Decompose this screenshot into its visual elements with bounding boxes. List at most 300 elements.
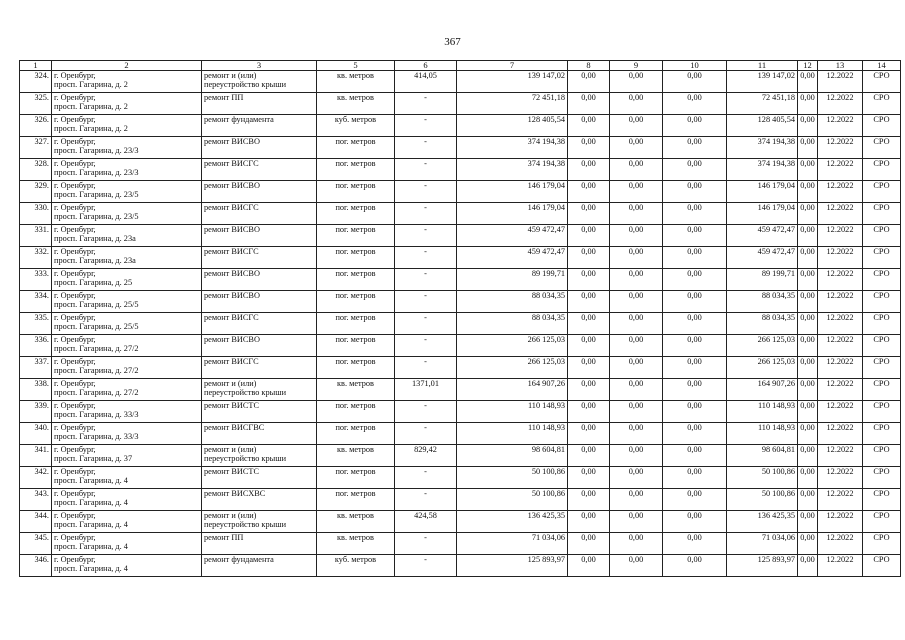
contractor-cell: СРО [863, 379, 901, 401]
quantity-cell: - [395, 489, 457, 511]
contractor-cell: СРО [863, 555, 901, 577]
work-type-cell [202, 291, 317, 313]
total-cost-cell: 89 199,71 [457, 269, 568, 291]
table-row [20, 401, 901, 423]
address-cell-line: г. Оренбург, [54, 335, 96, 345]
quantity-cell: 424,58 [395, 511, 457, 533]
work-type-cell [202, 533, 317, 555]
row-number: 327. [20, 137, 52, 159]
address-cell-line: г. Оренбург, [54, 357, 96, 367]
address-cell [52, 423, 202, 445]
column-header: 3 [202, 61, 317, 71]
fund-cell: 0,00 [798, 401, 818, 423]
address-cell [52, 511, 202, 533]
address-cell-line: просп. Гагарина, д. 33/3 [54, 432, 139, 442]
unit-cell: пог. метров [317, 357, 395, 379]
table-row [20, 511, 901, 533]
address-cell [52, 181, 202, 203]
fund-cell: 0,00 [663, 247, 727, 269]
contractor-cell: СРО [863, 225, 901, 247]
column-header: 7 [457, 61, 568, 71]
contractor-cell: СРО [863, 203, 901, 225]
unit-cell: пог. метров [317, 467, 395, 489]
unit-cell: пог. метров [317, 291, 395, 313]
work-type-cell-line: переустройство крыши [204, 520, 287, 530]
table-row [20, 115, 901, 137]
total-cost-cell: 266 125,03 [457, 335, 568, 357]
work-type-cell-line: ремонт ВИСВО [204, 335, 260, 345]
deadline-cell: 12.2022 [818, 401, 863, 423]
fund-cell: 0,00 [568, 533, 610, 555]
total-cost-cell: 146 179,04 [457, 203, 568, 225]
quantity-cell: - [395, 159, 457, 181]
total-cost-cell: 266 125,03 [457, 357, 568, 379]
address-cell-line: г. Оренбург, [54, 181, 96, 191]
fund-cell: 0,00 [568, 313, 610, 335]
row-number: 334. [20, 291, 52, 313]
fund-cell: 0,00 [610, 423, 663, 445]
fund-cell: 0,00 [798, 291, 818, 313]
column-header: 11 [727, 61, 798, 71]
contractor-cell: СРО [863, 533, 901, 555]
work-type-cell-line: переустройство крыши [204, 80, 287, 90]
owner-funds-cell: 146 179,04 [727, 203, 798, 225]
work-type-cell-line: ремонт ВИСТС [204, 467, 260, 477]
row-number: 346. [20, 555, 52, 577]
fund-cell: 0,00 [568, 247, 610, 269]
work-type-cell-line: ремонт ВИСГС [204, 313, 259, 323]
owner-funds-cell: 146 179,04 [727, 181, 798, 203]
fund-cell: 0,00 [610, 269, 663, 291]
address-cell [52, 137, 202, 159]
fund-cell: 0,00 [663, 445, 727, 467]
row-number: 345. [20, 533, 52, 555]
address-cell [52, 93, 202, 115]
contractor-cell: СРО [863, 335, 901, 357]
column-header: 12 [798, 61, 818, 71]
total-cost-cell: 374 194,38 [457, 137, 568, 159]
fund-cell: 0,00 [568, 225, 610, 247]
fund-cell: 0,00 [798, 511, 818, 533]
unit-cell: пог. метров [317, 247, 395, 269]
table-row [20, 467, 901, 489]
fund-cell: 0,00 [568, 115, 610, 137]
column-header: 8 [568, 61, 610, 71]
address-cell [52, 71, 202, 93]
work-type-cell [202, 335, 317, 357]
address-cell [52, 401, 202, 423]
fund-cell: 0,00 [663, 533, 727, 555]
fund-cell: 0,00 [663, 115, 727, 137]
address-cell [52, 335, 202, 357]
total-cost-cell: 459 472,47 [457, 225, 568, 247]
column-header-row [20, 61, 901, 71]
work-type-cell [202, 445, 317, 467]
address-cell-line: г. Оренбург, [54, 71, 96, 81]
owner-funds-cell: 164 907,26 [727, 379, 798, 401]
row-number: 328. [20, 159, 52, 181]
address-cell-line: просп. Гагарина, д. 25/5 [54, 300, 139, 310]
fund-cell: 0,00 [798, 423, 818, 445]
address-cell-line: г. Оренбург, [54, 159, 96, 169]
deadline-cell: 12.2022 [818, 423, 863, 445]
deadline-cell: 12.2022 [818, 137, 863, 159]
address-cell-line: просп. Гагарина, д. 37 [54, 454, 133, 464]
row-number: 340. [20, 423, 52, 445]
table-row [20, 291, 901, 313]
table-row [20, 555, 901, 577]
address-cell-line: просп. Гагарина, д. 27/2 [54, 366, 139, 376]
owner-funds-cell: 136 425,35 [727, 511, 798, 533]
address-cell-line: г. Оренбург, [54, 533, 96, 543]
fund-cell: 0,00 [663, 71, 727, 93]
fund-cell: 0,00 [663, 93, 727, 115]
fund-cell: 0,00 [663, 357, 727, 379]
address-cell-line: г. Оренбург, [54, 269, 96, 279]
quantity-cell: - [395, 423, 457, 445]
work-type-cell [202, 379, 317, 401]
quantity-cell: - [395, 137, 457, 159]
fund-cell: 0,00 [663, 291, 727, 313]
address-cell [52, 489, 202, 511]
deadline-cell: 12.2022 [818, 159, 863, 181]
address-cell-line: просп. Гагарина, д. 2 [54, 124, 128, 134]
data-table [19, 60, 901, 577]
column-header: 13 [818, 61, 863, 71]
address-cell [52, 533, 202, 555]
work-type-cell [202, 401, 317, 423]
work-type-cell [202, 71, 317, 93]
row-number: 331. [20, 225, 52, 247]
unit-cell: кв. метров [317, 379, 395, 401]
quantity-cell: - [395, 357, 457, 379]
work-type-cell-line: ремонт ВИСВО [204, 137, 260, 147]
quantity-cell: - [395, 203, 457, 225]
column-header: 5 [317, 61, 395, 71]
fund-cell: 0,00 [798, 555, 818, 577]
address-cell [52, 313, 202, 335]
address-cell-line: г. Оренбург, [54, 401, 96, 411]
unit-cell: пог. метров [317, 313, 395, 335]
fund-cell: 0,00 [568, 467, 610, 489]
table-row [20, 423, 901, 445]
work-type-cell-line: ремонт ВИСГС [204, 357, 259, 367]
quantity-cell: - [395, 291, 457, 313]
address-cell-line: просп. Гагарина, д. 4 [54, 564, 128, 574]
deadline-cell: 12.2022 [818, 181, 863, 203]
fund-cell: 0,00 [663, 313, 727, 335]
contractor-cell: СРО [863, 269, 901, 291]
row-number: 336. [20, 335, 52, 357]
address-cell-line: г. Оренбург, [54, 423, 96, 433]
owner-funds-cell: 88 034,35 [727, 291, 798, 313]
total-cost-cell: 50 100,86 [457, 467, 568, 489]
row-number: 330. [20, 203, 52, 225]
deadline-cell: 12.2022 [818, 93, 863, 115]
fund-cell: 0,00 [798, 247, 818, 269]
row-number: 329. [20, 181, 52, 203]
fund-cell: 0,00 [610, 115, 663, 137]
fund-cell: 0,00 [568, 445, 610, 467]
fund-cell: 0,00 [798, 269, 818, 291]
address-cell-line: г. Оренбург, [54, 489, 96, 499]
fund-cell: 0,00 [568, 203, 610, 225]
address-cell-line: просп. Гагарина, д. 27/2 [54, 388, 139, 398]
address-cell-line: просп. Гагарина, д. 4 [54, 542, 128, 552]
address-cell [52, 445, 202, 467]
contractor-cell: СРО [863, 137, 901, 159]
unit-cell: пог. метров [317, 137, 395, 159]
deadline-cell: 12.2022 [818, 115, 863, 137]
fund-cell: 0,00 [610, 159, 663, 181]
address-cell-line: г. Оренбург, [54, 247, 96, 257]
quantity-cell: - [395, 533, 457, 555]
quantity-cell: 829,42 [395, 445, 457, 467]
owner-funds-cell: 89 199,71 [727, 269, 798, 291]
column-header: 10 [663, 61, 727, 71]
total-cost-cell: 146 179,04 [457, 181, 568, 203]
total-cost-cell: 374 194,38 [457, 159, 568, 181]
work-type-cell-line: ремонт ВИСГВС [204, 423, 265, 433]
table-row [20, 203, 901, 225]
fund-cell: 0,00 [663, 379, 727, 401]
work-type-cell [202, 203, 317, 225]
work-type-cell [202, 511, 317, 533]
address-cell-line: просп. Гагарина, д. 4 [54, 476, 128, 486]
contractor-cell: СРО [863, 93, 901, 115]
owner-funds-cell: 459 472,47 [727, 225, 798, 247]
unit-cell: пог. метров [317, 203, 395, 225]
column-header: 6 [395, 61, 457, 71]
row-number: 344. [20, 511, 52, 533]
work-type-cell-line: ремонт ВИСХВС [204, 489, 266, 499]
work-type-cell-line: ремонт ПП [204, 93, 244, 103]
quantity-cell: - [395, 93, 457, 115]
deadline-cell: 12.2022 [818, 379, 863, 401]
quantity-cell: 414,05 [395, 71, 457, 93]
table-row [20, 335, 901, 357]
deadline-cell: 12.2022 [818, 313, 863, 335]
fund-cell: 0,00 [568, 423, 610, 445]
total-cost-cell: 136 425,35 [457, 511, 568, 533]
address-cell [52, 269, 202, 291]
address-cell [52, 159, 202, 181]
owner-funds-cell: 72 451,18 [727, 93, 798, 115]
fund-cell: 0,00 [568, 511, 610, 533]
unit-cell: пог. метров [317, 225, 395, 247]
fund-cell: 0,00 [610, 445, 663, 467]
contractor-cell: СРО [863, 181, 901, 203]
address-cell [52, 357, 202, 379]
work-type-cell [202, 181, 317, 203]
address-cell [52, 379, 202, 401]
owner-funds-cell: 110 148,93 [727, 423, 798, 445]
work-type-cell-line: переустройство крыши [204, 388, 287, 398]
total-cost-cell: 98 604,81 [457, 445, 568, 467]
address-cell-line: г. Оренбург, [54, 467, 96, 477]
fund-cell: 0,00 [568, 291, 610, 313]
address-cell-line: г. Оренбург, [54, 203, 96, 213]
work-type-cell-line: ремонт и (или) [204, 71, 257, 81]
quantity-cell: - [395, 115, 457, 137]
work-type-cell [202, 555, 317, 577]
fund-cell: 0,00 [663, 225, 727, 247]
quantity-cell: - [395, 335, 457, 357]
fund-cell: 0,00 [568, 181, 610, 203]
fund-cell: 0,00 [568, 71, 610, 93]
fund-cell: 0,00 [610, 203, 663, 225]
table-row [20, 269, 901, 291]
work-type-cell [202, 269, 317, 291]
quantity-cell: - [395, 181, 457, 203]
contractor-cell: СРО [863, 159, 901, 181]
contractor-cell: СРО [863, 511, 901, 533]
address-cell-line: просп. Гагарина, д. 25 [54, 278, 133, 288]
deadline-cell: 12.2022 [818, 489, 863, 511]
fund-cell: 0,00 [663, 489, 727, 511]
page-number: 367 [444, 36, 461, 48]
row-number: 343. [20, 489, 52, 511]
quantity-cell: - [395, 313, 457, 335]
table-row [20, 247, 901, 269]
quantity-cell: - [395, 467, 457, 489]
work-type-cell [202, 423, 317, 445]
unit-cell: пог. метров [317, 423, 395, 445]
contractor-cell: СРО [863, 423, 901, 445]
column-header: 2 [52, 61, 202, 71]
work-type-cell-line: ремонт ПП [204, 533, 244, 543]
work-type-cell-line: ремонт и (или) [204, 511, 257, 521]
address-cell-line: просп. Гагарина, д. 4 [54, 520, 128, 530]
contractor-cell: СРО [863, 247, 901, 269]
quantity-cell: 1371,01 [395, 379, 457, 401]
unit-cell: кв. метров [317, 533, 395, 555]
fund-cell: 0,00 [798, 93, 818, 115]
fund-cell: 0,00 [798, 335, 818, 357]
work-type-cell [202, 247, 317, 269]
fund-cell: 0,00 [663, 335, 727, 357]
owner-funds-cell: 98 604,81 [727, 445, 798, 467]
fund-cell: 0,00 [610, 335, 663, 357]
fund-cell: 0,00 [610, 489, 663, 511]
work-type-cell [202, 489, 317, 511]
address-cell-line: просп. Гагарина, д. 23/5 [54, 190, 139, 200]
fund-cell: 0,00 [610, 379, 663, 401]
row-number: 339. [20, 401, 52, 423]
fund-cell: 0,00 [568, 379, 610, 401]
unit-cell: кв. метров [317, 93, 395, 115]
contractor-cell: СРО [863, 489, 901, 511]
unit-cell: кв. метров [317, 445, 395, 467]
address-cell-line: г. Оренбург, [54, 511, 96, 521]
fund-cell: 0,00 [568, 357, 610, 379]
fund-cell: 0,00 [798, 533, 818, 555]
fund-cell: 0,00 [798, 115, 818, 137]
address-cell-line: просп. Гагарина, д. 2 [54, 102, 128, 112]
address-cell [52, 115, 202, 137]
deadline-cell: 12.2022 [818, 467, 863, 489]
address-cell-line: г. Оренбург, [54, 225, 96, 235]
fund-cell: 0,00 [610, 181, 663, 203]
owner-funds-cell: 459 472,47 [727, 247, 798, 269]
address-cell-line: г. Оренбург, [54, 115, 96, 125]
fund-cell: 0,00 [610, 291, 663, 313]
work-type-cell-line: переустройство крыши [204, 454, 287, 464]
total-cost-cell: 128 405,54 [457, 115, 568, 137]
owner-funds-cell: 374 194,38 [727, 159, 798, 181]
deadline-cell: 12.2022 [818, 335, 863, 357]
fund-cell: 0,00 [663, 423, 727, 445]
deadline-cell: 12.2022 [818, 445, 863, 467]
quantity-cell: - [395, 247, 457, 269]
unit-cell: пог. метров [317, 181, 395, 203]
work-type-cell-line: ремонт ВИСВО [204, 291, 260, 301]
owner-funds-cell: 374 194,38 [727, 137, 798, 159]
work-type-cell [202, 115, 317, 137]
address-cell-line: г. Оренбург, [54, 379, 96, 389]
total-cost-cell: 71 034,06 [457, 533, 568, 555]
owner-funds-cell: 125 893,97 [727, 555, 798, 577]
table-row [20, 93, 901, 115]
fund-cell: 0,00 [568, 137, 610, 159]
contractor-cell: СРО [863, 291, 901, 313]
work-type-cell-line: ремонт и (или) [204, 379, 257, 389]
owner-funds-cell: 88 034,35 [727, 313, 798, 335]
owner-funds-cell: 266 125,03 [727, 335, 798, 357]
table-row [20, 533, 901, 555]
work-type-cell [202, 225, 317, 247]
fund-cell: 0,00 [798, 445, 818, 467]
fund-cell: 0,00 [610, 511, 663, 533]
table-row [20, 181, 901, 203]
fund-cell: 0,00 [610, 137, 663, 159]
work-type-cell-line: ремонт ВИСТС [204, 401, 260, 411]
table-row [20, 489, 901, 511]
address-cell-line: просп. Гагарина, д. 25/5 [54, 322, 139, 332]
work-type-cell [202, 313, 317, 335]
deadline-cell: 12.2022 [818, 203, 863, 225]
fund-cell: 0,00 [798, 467, 818, 489]
fund-cell: 0,00 [610, 71, 663, 93]
fund-cell: 0,00 [568, 489, 610, 511]
deadline-cell: 12.2022 [818, 269, 863, 291]
fund-cell: 0,00 [663, 467, 727, 489]
fund-cell: 0,00 [568, 159, 610, 181]
total-cost-cell: 72 451,18 [457, 93, 568, 115]
work-type-cell [202, 137, 317, 159]
fund-cell: 0,00 [610, 313, 663, 335]
address-cell [52, 225, 202, 247]
address-cell [52, 203, 202, 225]
address-cell-line: г. Оренбург, [54, 555, 96, 565]
deadline-cell: 12.2022 [818, 225, 863, 247]
address-cell [52, 467, 202, 489]
row-number: 338. [20, 379, 52, 401]
unit-cell: пог. метров [317, 335, 395, 357]
work-type-cell-line: ремонт ВИСГС [204, 247, 259, 257]
work-type-cell [202, 467, 317, 489]
deadline-cell: 12.2022 [818, 357, 863, 379]
work-type-cell-line: ремонт ВИСВО [204, 181, 260, 191]
address-cell-line: просп. Гагарина, д. 23а [54, 234, 136, 244]
deadline-cell: 12.2022 [818, 291, 863, 313]
table-row [20, 313, 901, 335]
total-cost-cell: 50 100,86 [457, 489, 568, 511]
fund-cell: 0,00 [568, 335, 610, 357]
address-cell-line: г. Оренбург, [54, 291, 96, 301]
table-row [20, 357, 901, 379]
fund-cell: 0,00 [610, 533, 663, 555]
